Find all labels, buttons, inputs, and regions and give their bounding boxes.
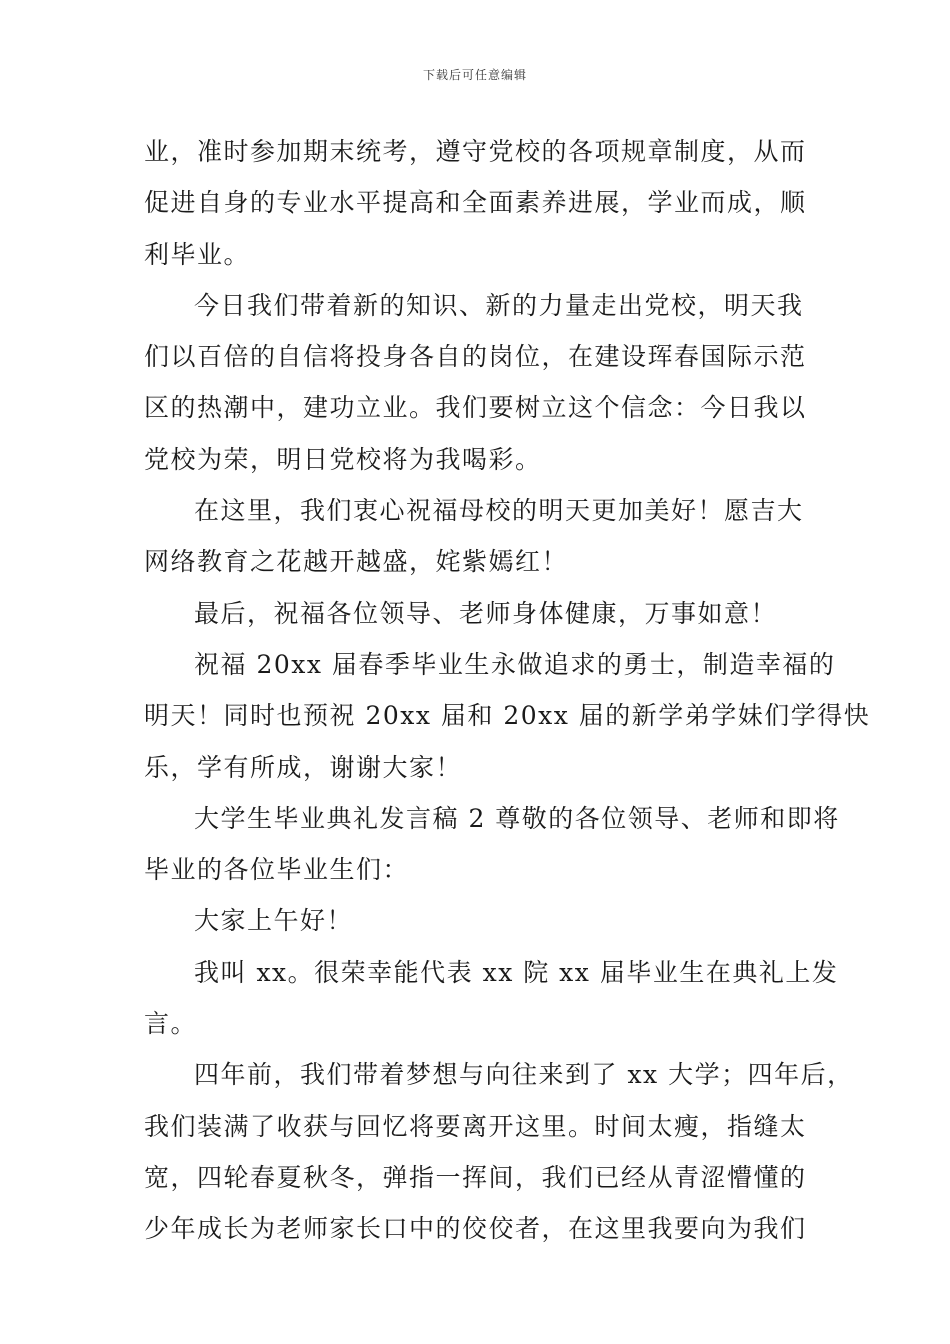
paragraph: [144, 947, 839, 1050]
paragraph: [144, 793, 840, 896]
text-line: 我们装满了收获与回忆将要离开这里。时间太瘦，指缝太: [144, 1111, 807, 1141]
text-line: 毕业的各位毕业生们：: [144, 855, 410, 885]
text-line: 大家上午好！: [194, 906, 354, 936]
text-line: 促进自身的专业水平提高和全面素养进展，学业而成，顺: [144, 188, 807, 218]
text-line: 网络教育之花越开越盛，姹紫嫣红！: [144, 547, 569, 577]
text-line: 们以百倍的自信将投身各自的岗位，在建设珲春国际示范: [144, 342, 807, 372]
paragraph: [144, 895, 810, 946]
paragraph: [144, 639, 871, 793]
text-line: 今日我们带着新的知识、新的力量走出党校，明天我: [194, 290, 804, 320]
page-header-note: 下载后可任意编辑: [422, 68, 527, 82]
text-line: 区的热潮中，建功立业。我们要树立这个信念：今日我以: [144, 393, 807, 423]
text-line: 宽，四轮春夏秋冬，弹指一挥间，我们已经从青涩懵懂的: [144, 1162, 807, 1192]
paragraph: [144, 1049, 854, 1254]
text-line: 业，准时参加期末统考，遵守党校的各项规章制度，从而: [144, 137, 807, 166]
paragraph: [144, 126, 810, 280]
text-line: 明天！同时也预祝 20xx 届和 20xx 届的新学弟学妹们学得快: [144, 701, 871, 731]
paragraph: [144, 588, 810, 639]
text-line: 在这里，我们衷心祝福母校的明天更加美好！愿吉大: [194, 496, 804, 526]
text-line: 四年前，我们带着梦想与向往来到了 xx 大学；四年后，: [194, 1060, 854, 1090]
document-body: [144, 126, 871, 1255]
text-line: 最后，祝福各位领导、老师身体健康，万事如意！: [194, 598, 778, 628]
text-line: 我叫 xx。很荣幸能代表 xx 院 xx 届毕业生在典礼上发: [194, 957, 839, 987]
text-line: 少年成长为老师家长口中的佼佼者，在这里我要向为我们: [144, 1214, 807, 1244]
text-line: 大学生毕业典礼发言稿 2 尊敬的各位领导、老师和即将: [194, 803, 840, 833]
text-line: 乐，学有所成，谢谢大家！: [144, 752, 463, 782]
paragraph: [144, 280, 810, 485]
text-line: 党校为荣，明日党校将为我喝彩。: [144, 444, 542, 474]
text-line: 祝福 20xx 届春季毕业生永做追求的勇士，制造幸福的: [194, 649, 836, 679]
text-line: 言。: [144, 1009, 198, 1039]
paragraph: [144, 485, 810, 588]
text-line: 利毕业。: [144, 239, 251, 269]
